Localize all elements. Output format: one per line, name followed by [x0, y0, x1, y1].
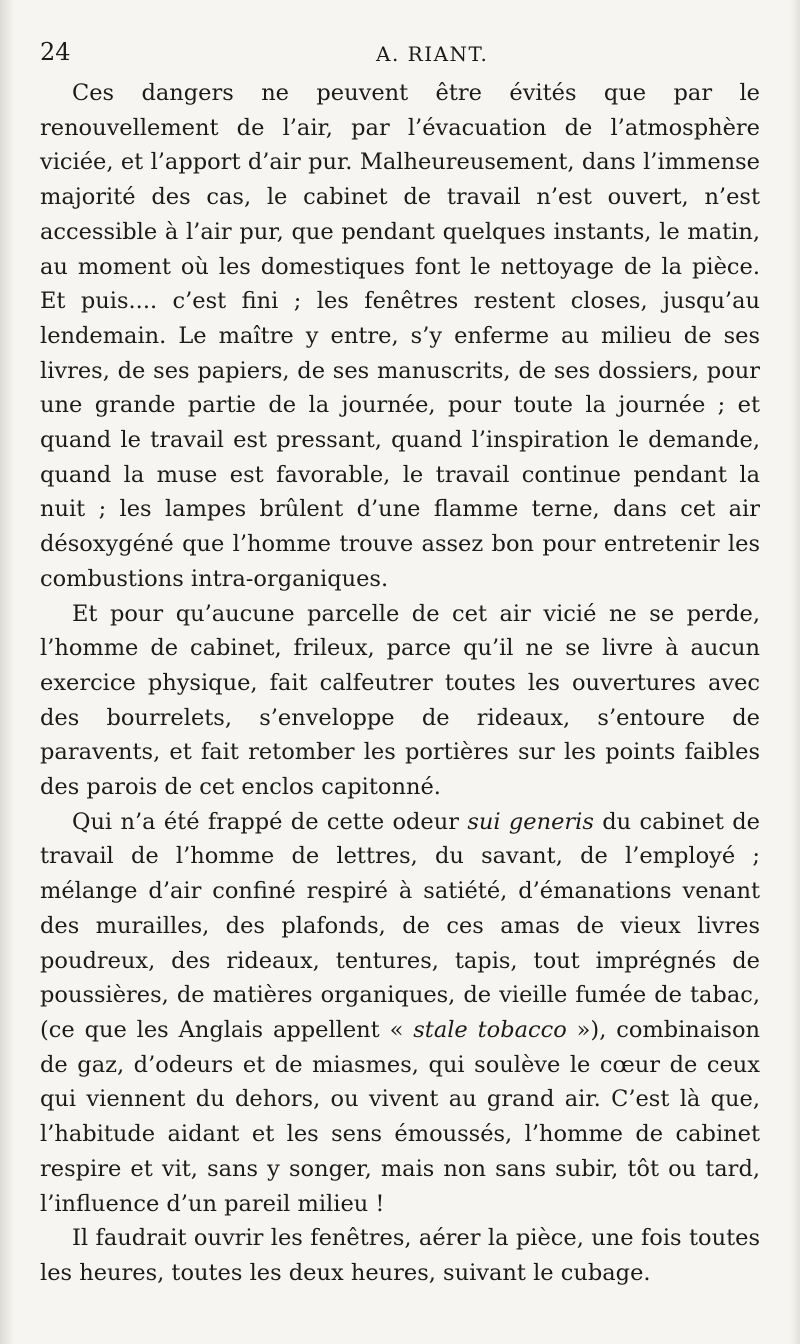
paragraph-3: [40, 805, 760, 1221]
paragraph-1: Ces dangers ne peuvent être évités que par le renouvellement de l’air, par l’évacuation de l’atmosphère viciée, et l’apport d’air pur. Malheureusement, dans l’immense majorité des cas, le cabinet de travail n’est ouvert, n’est accessible à l’air pur, que pendant quelques instants, le matin, au moment où les domestiques font le nettoyage de la pièce. Et puis.... c’est fini ; les fenêtres restent closes, jusqu’au lendemain. Le maître y entre, s’y enferme au milieu de ses livres, de ses papiers, de ses manuscrits, de ses dossiers, pour une grande partie de la journée, pour toute la journée ; et quand le travail est pressant, quand l’inspiration le demande, quand la muse est favorable, le travail continue pendant la nuit ; les lampes brûlent d’une flamme terne, dans cet air désoxygéné que l’homme trouve assez bon pour entretenir les combustions intra-organiques.: [40, 80, 760, 592]
english-phrase: stale tobacco: [413, 1016, 567, 1043]
paragraph-2: Et pour qu’aucune parcelle de cet air vicié ne se perde, l’homme de cabinet, frileux, parce qu’il ne se livre à aucun exercice physique, fait calfeutrer toutes les ouvertures avec des bourrelets, s’enveloppe de rideaux, s’entoure de paravents, et fait retomber les portières sur les points faibles des parois de cet enclos capitonné.: [40, 600, 760, 801]
paragraph-3-text-before: Qui n’a été frappé de cette odeur: [72, 808, 468, 835]
running-title: A. RIANT.: [376, 42, 489, 66]
page-edge-shadow-left: [0, 0, 14, 1344]
body-text: [40, 76, 760, 1291]
page-edge-shadow-right: [790, 0, 800, 1344]
running-head: [40, 38, 760, 74]
page-number: 24: [40, 38, 71, 66]
paragraph-3-text-after: »), combinaison de gaz, d’odeurs et de miasmes, qui soulève le cœur de ceux qui viennent du dehors, ou vivent au grand air. C’est là que, l’habitude aidant et les sens émoussés, l’homme de cabinet respire et vit, sans y songer, mais non sans subir, tôt ou tard, l’influence d’un pareil milieu !: [40, 1016, 760, 1217]
latin-phrase: sui generis: [467, 808, 594, 835]
paragraph-3-text-middle: du cabinet de travail de l’homme de lettres, du savant, de l’employé ; mélange d’air confiné respiré à satiété, d’émanations venant des murailles, des plafonds, de ces amas de vieux livres poudreux, des rideaux, tentures, tapis, tout imprégnés de poussières, de matières organiques, de vieille fumée de tabac, (ce que les Anglais appellent «: [40, 808, 760, 1043]
paragraph-4: Il faudrait ouvrir les fenêtres, aérer la pièce, une fois toutes les heures, toutes les deux heures, suivant le cubage.: [40, 1225, 760, 1286]
